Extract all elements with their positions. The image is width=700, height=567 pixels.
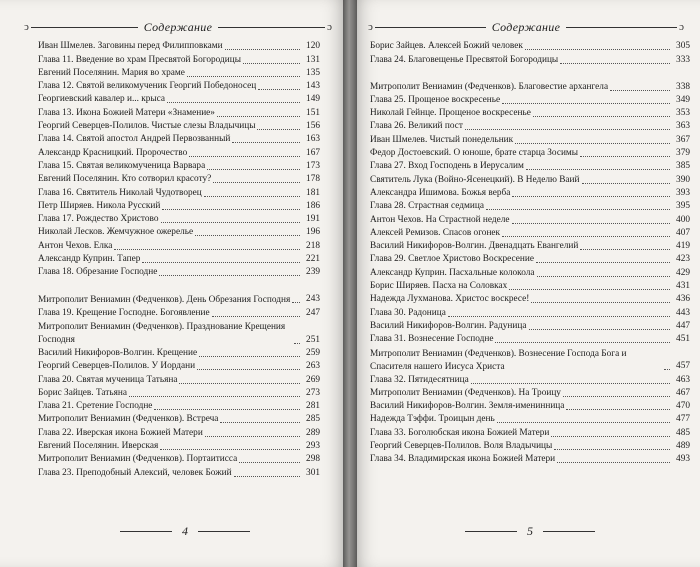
toc-entry [370, 320, 690, 333]
toc-entry-page: 120 [306, 41, 320, 52]
toc-entry-title: Антон Чехов. Елка [38, 240, 113, 251]
footer-rule [198, 531, 250, 532]
toc-entry [38, 40, 320, 53]
toc-entry-page: 243 [306, 294, 320, 305]
toc-entry-page: 367 [676, 134, 690, 145]
dot-leader [213, 181, 300, 183]
dot-leader [217, 115, 300, 117]
toc-entry [38, 213, 320, 226]
toc-entry-title: Глава 19. Крещение Господне. Богоявление [38, 307, 210, 318]
toc-entry [38, 347, 320, 360]
toc-entry-page: 447 [676, 320, 690, 331]
dot-leader [220, 421, 300, 423]
toc-entry [38, 306, 320, 319]
toc-entry-title: Глава 32. Пятидесятница [370, 374, 469, 385]
header-rule [375, 27, 486, 28]
dot-leader [207, 168, 300, 170]
toc-entry-page: 489 [676, 441, 690, 452]
toc-entry-page: 173 [306, 160, 320, 171]
toc-entry [370, 293, 690, 306]
toc-entry-page: 186 [306, 200, 320, 211]
toc-entry [370, 400, 690, 413]
toc-entry-title: Василий Никифоров-Волгин. Крещение [38, 347, 198, 358]
dot-leader [525, 48, 670, 50]
toc-entry [38, 466, 320, 479]
toc-entry-title: Николай Лесков. Жемчужное ожерелье [38, 227, 194, 238]
toc-entry-page: 273 [306, 387, 320, 398]
toc-entry [370, 453, 690, 466]
footer-rule [543, 531, 595, 532]
toc-entry-page: 191 [306, 214, 320, 225]
dot-leader [142, 261, 300, 263]
toc-entry-page: 151 [306, 107, 320, 118]
toc-entry [38, 160, 320, 173]
table-of-contents [38, 40, 320, 480]
dot-leader [114, 248, 300, 250]
toc-entry [38, 440, 320, 453]
dot-leader [179, 382, 300, 384]
toc-entry-title: Петр Ширяев. Никола Русский [38, 200, 161, 211]
toc-entry [370, 240, 690, 253]
dot-leader [502, 235, 670, 237]
running-head: Содержание [143, 19, 213, 34]
toc-entry-page: 419 [676, 241, 690, 252]
toc-entry [38, 253, 320, 266]
toc-entry-title: Борис Зайцев. Татьяна [38, 387, 127, 398]
footer-rule [465, 531, 517, 532]
dot-leader [232, 141, 300, 143]
toc-entry-title: Глава 14. Святой апостол Андрей Первозванный [38, 134, 231, 145]
dot-leader [465, 128, 670, 130]
toc-entry-page: 385 [676, 161, 690, 172]
toc-entry-page: 431 [676, 281, 690, 292]
left-page-footer [120, 524, 250, 538]
dot-leader [557, 461, 670, 463]
toc-entry [38, 146, 320, 159]
toc-entry-title: Глава 16. Святитель Николай Чудотворец [38, 187, 202, 198]
toc-entry [38, 387, 320, 400]
toc-entry [38, 226, 320, 239]
toc-entry-title: Борис Зайцев. Алексей Божий человек [370, 41, 523, 52]
toc-entry [370, 40, 690, 53]
toc-entry [38, 426, 320, 439]
toc-entry [38, 279, 320, 306]
dot-leader [294, 342, 300, 344]
dot-leader [471, 382, 670, 384]
dot-leader [536, 261, 670, 263]
dot-leader [563, 395, 670, 397]
dot-leader [526, 168, 670, 170]
toc-entry [370, 387, 690, 400]
dot-leader [195, 234, 300, 236]
dot-leader [160, 448, 300, 450]
toc-entry-title: Федор Достоевский. О юноше, брате старца Зосимы [370, 148, 579, 159]
toc-entry [370, 53, 690, 66]
dot-leader [258, 88, 300, 90]
toc-entry [370, 227, 690, 240]
toc-entry-page: 221 [306, 254, 320, 265]
toc-entry-title: Глава 13. Икона Божией Матери «Знамение» [38, 107, 215, 118]
right-page-header [366, 18, 686, 36]
toc-entry-page: 178 [306, 174, 320, 185]
toc-entry-title: Глава 11. Введение во храм Пресвятой Богородицы [38, 54, 241, 65]
toc-entry [38, 106, 320, 119]
toc-entry-title: Глава 28. Страстная седмица [370, 201, 484, 212]
toc-entry-page: 457 [676, 361, 690, 372]
dot-leader [239, 461, 300, 463]
toc-entry-page: 167 [306, 147, 320, 158]
toc-entry [38, 173, 320, 186]
toc-entry-page: 293 [306, 441, 320, 452]
toc-entry-title: Иван Шмелев. Заговины перед Филипповками [38, 41, 223, 52]
toc-entry [38, 93, 320, 106]
toc-entry-page: 493 [676, 454, 690, 465]
toc-entry [38, 266, 320, 279]
toc-entry-title: Глава 23. Преподобный Алексий, человек Божий [38, 467, 232, 478]
dot-leader [486, 208, 670, 210]
toc-entry-title: Глава 17. Рождество Христово [38, 214, 159, 225]
toc-entry [370, 67, 690, 94]
toc-entry [370, 306, 690, 319]
toc-entry-page: 285 [306, 414, 320, 425]
toc-entry-title: Митрополит Вениамин (Федченков). Празднование Крещения Господня [38, 322, 286, 346]
toc-entry-title: Митрополит Вениамин (Федченков). Встреча [38, 414, 219, 425]
ornament-curl-icon: ɔ [679, 20, 684, 33]
toc-entry [38, 120, 320, 133]
toc-entry [38, 320, 320, 347]
toc-entry-title: Евгений Поселянин. Кто сотворил красоту? [38, 174, 212, 185]
dot-leader [664, 368, 670, 370]
toc-entry-page: 305 [676, 41, 690, 52]
toc-entry [370, 346, 690, 373]
header-rule [566, 27, 677, 28]
dot-leader [161, 221, 301, 223]
toc-entry [370, 187, 690, 200]
toc-entry-page: 333 [676, 54, 690, 65]
toc-entry [38, 186, 320, 199]
dot-leader [502, 102, 670, 104]
toc-entry [38, 400, 320, 413]
toc-entry [370, 107, 690, 120]
toc-entry-title: Евгений Поселянин. Иверская [38, 441, 159, 452]
dot-leader [537, 275, 670, 277]
toc-entry-page: 263 [306, 361, 320, 372]
left-page-header [22, 18, 334, 36]
toc-entry-page: 163 [306, 134, 320, 145]
toc-entry [370, 200, 690, 213]
toc-entry-page: 485 [676, 427, 690, 438]
dot-leader [205, 435, 300, 437]
toc-entry-page: 349 [676, 94, 690, 105]
toc-entry-title: Василий Никифоров-Волгин. Радуница [370, 320, 527, 331]
toc-entry-title: Георгий Северцев-Полилов. Чистые слезы Владычицы [38, 121, 256, 132]
dot-leader [257, 128, 300, 130]
toc-entry-page: 259 [306, 347, 320, 358]
dot-leader [554, 448, 670, 450]
toc-entry [370, 213, 690, 226]
toc-entry-page: 423 [676, 254, 690, 265]
toc-entry-title: Святитель Лука (Войно-Ясенецкий). В Неделю Ваий [370, 174, 580, 185]
toc-entry-page: 181 [306, 187, 320, 198]
running-head: Содержание [491, 19, 561, 34]
toc-entry-title: Борис Ширяев. Пасха на Соловках [370, 281, 508, 292]
page-number: 5 [527, 523, 533, 538]
dot-leader [533, 115, 670, 117]
toc-entry [370, 133, 690, 146]
toc-entry-title: Евгений Поселянин. Мария во храме [38, 67, 185, 78]
toc-entry-title: Глава 22. Иверская икона Божией Матери [38, 427, 203, 438]
header-rule [218, 27, 325, 28]
dot-leader [580, 248, 670, 250]
toc-entry-page: 301 [306, 467, 320, 478]
dot-leader [243, 62, 300, 64]
toc-entry-page: 451 [676, 334, 690, 345]
dot-leader [167, 101, 300, 103]
toc-entry-title: Митрополит Вениамин (Федченков). Портаитисса [38, 454, 238, 465]
toc-entry [38, 373, 320, 386]
toc-entry [370, 160, 690, 173]
toc-entry-page: 470 [676, 401, 690, 412]
dot-leader [515, 142, 670, 144]
toc-entry-title: Надежда Тэффи. Троицын день [370, 414, 495, 425]
toc-entry-page: 289 [306, 427, 320, 438]
toc-entry-title: Алексей Ремизов. Спасов огонек [370, 227, 501, 238]
toc-entry-title: Глава 34. Владимирская икона Божией Матери [370, 454, 556, 465]
toc-entry [38, 239, 320, 252]
footer-rule [120, 531, 172, 532]
dot-leader [204, 195, 300, 197]
toc-entry-page: 477 [676, 414, 690, 425]
toc-entry [370, 426, 690, 439]
toc-entry-title: Митрополит Вениамин (Федченков). Благовестие архангела [370, 82, 609, 92]
dot-leader [189, 155, 300, 157]
toc-entry-title: Глава 18. Обрезание Господне [38, 267, 158, 278]
toc-entry-page: 131 [306, 54, 320, 65]
toc-entry [370, 120, 690, 133]
toc-entry-title: Василий Никифоров-Волгин. Двенадцать Евангелий [370, 241, 579, 252]
dot-leader [187, 75, 300, 77]
toc-entry-page: 135 [306, 67, 320, 78]
toc-entry-page: 436 [676, 294, 690, 305]
dot-leader [199, 355, 300, 357]
dot-leader [154, 408, 300, 410]
page-number: 4 [182, 523, 188, 538]
toc-entry-page: 353 [676, 108, 690, 119]
toc-entry-title: Глава 25. Прощеное воскресенье [370, 94, 501, 105]
toc-entry-title: Василий Никифоров-Волгин. Земля-именинница [370, 401, 565, 412]
toc-entry [370, 147, 690, 160]
toc-entry-title: Глава 27. Вход Господень в Иерусалим [370, 161, 524, 172]
toc-entry-page: 156 [306, 121, 320, 132]
toc-entry-title: Глава 12. Святой великомученик Георгий Победоносец [38, 81, 257, 92]
toc-entry-title: Митрополит Вениамин (Федченков). Вознесение Господа Бога и Спасителя нашего Иисуса Христа [370, 349, 627, 372]
toc-entry [370, 94, 690, 107]
dot-leader [531, 301, 670, 303]
dot-leader [580, 155, 670, 157]
dot-leader [225, 48, 300, 50]
toc-entry-title: Глава 20. Святая мученица Татьяна [38, 374, 178, 385]
dot-leader [582, 182, 670, 184]
ornament-curl-icon: ↄ [24, 20, 29, 33]
toc-entry-title: Глава 30. Радоница [370, 307, 446, 318]
toc-entry-page: 429 [676, 267, 690, 278]
dot-leader [512, 195, 670, 197]
toc-entry [38, 67, 320, 80]
toc-entry-title: Глава 31. Вознесение Господне [370, 334, 494, 345]
dot-leader [566, 408, 670, 410]
toc-entry-title: Глава 26. Великий пост [370, 121, 463, 132]
toc-entry [38, 80, 320, 93]
toc-entry-title: Глава 24. Благовещенье Пресвятой Богородицы [370, 54, 559, 65]
toc-entry-title: Александр Куприн. Пасхальные колокола [370, 267, 535, 278]
toc-entry-page: 338 [676, 81, 690, 92]
dot-leader [529, 328, 671, 330]
toc-entry-page: 196 [306, 227, 320, 238]
toc-entry-title: Георгий Северцев-Полилов. Воля Владычицы [370, 441, 553, 452]
dot-leader [610, 89, 670, 91]
dot-leader [560, 62, 670, 64]
toc-entry [38, 360, 320, 373]
toc-entry-page: 393 [676, 187, 690, 198]
toc-entry-title: Митрополит Вениамин (Федченков). День Обрезания Господня [38, 294, 291, 305]
toc-entry-title: Георгий Северцев-Полилов. У Иордани [38, 361, 196, 372]
toc-entry-page: 247 [306, 307, 320, 318]
toc-entry-title: Надежда Лухманова. Христос воскресе! [370, 294, 530, 305]
toc-entry [38, 133, 320, 146]
toc-entry-page: 463 [676, 374, 690, 385]
toc-entry-page: 149 [306, 94, 320, 105]
toc-entry-title: Александр Куприн. Тапер [38, 254, 141, 265]
dot-leader [234, 475, 300, 477]
toc-entry [370, 373, 690, 386]
toc-entry-page: 400 [676, 214, 690, 225]
toc-entry-title: Глава 33. Боголюбская икона Божией Матери [370, 427, 550, 438]
toc-entry [38, 53, 320, 66]
toc-entry-page: 239 [306, 267, 320, 278]
toc-entry-page: 379 [676, 148, 690, 159]
ornament-curl-icon: ɔ [327, 20, 332, 33]
toc-entry-page: 281 [306, 401, 320, 412]
toc-entry-title: Глава 29. Светлое Христово Воскресение [370, 254, 534, 265]
dot-leader [512, 222, 670, 224]
dot-leader [509, 288, 670, 290]
toc-entry-page: 443 [676, 307, 690, 318]
toc-entry-title: Антон Чехов. На Страстной неделе [370, 214, 510, 225]
dot-leader [159, 274, 300, 276]
dot-leader [197, 368, 300, 370]
dot-leader [129, 395, 300, 397]
toc-entry-page: 363 [676, 121, 690, 132]
toc-entry-title: Глава 15. Святая великомученица Варвара [38, 160, 206, 171]
toc-entry-title: Александра Ишимова. Божья верба [370, 187, 511, 198]
dot-leader [497, 421, 670, 423]
toc-entry [370, 266, 690, 279]
toc-entry-page: 390 [676, 174, 690, 185]
toc-entry [370, 333, 690, 346]
dot-leader [292, 301, 300, 303]
toc-entry [370, 253, 690, 266]
ornament-curl-icon: ↄ [368, 20, 373, 33]
toc-entry-page: 407 [676, 227, 690, 238]
right-page-footer [465, 524, 595, 538]
header-rule [31, 27, 138, 28]
toc-entry [370, 440, 690, 453]
dot-leader [162, 208, 300, 210]
toc-entry-page: 251 [306, 334, 320, 345]
toc-entry [38, 200, 320, 213]
toc-entry [370, 413, 690, 426]
dot-leader [212, 315, 300, 317]
dot-leader [448, 315, 670, 317]
toc-entry-title: Николай Гейнце. Прощеное воскресенье [370, 108, 531, 119]
toc-entry-page: 218 [306, 240, 320, 251]
toc-entry-title: Георгиевский кавалер и... крыса [38, 94, 166, 105]
toc-entry-page: 298 [306, 454, 320, 465]
toc-entry-title: Иван Шмелев. Чистый понедельник [370, 134, 514, 145]
toc-entry-title: Глава 21. Сретение Господне [38, 401, 153, 412]
toc-entry-page: 143 [306, 81, 320, 92]
toc-entry [38, 413, 320, 426]
toc-entry [38, 453, 320, 466]
toc-entry-page: 269 [306, 374, 320, 385]
toc-entry-title: Александр Красницкий. Пророчество [38, 147, 188, 158]
toc-entry-title: Митрополит Вениамин (Федченков). На Троицу [370, 387, 561, 398]
toc-entry-page: 395 [676, 201, 690, 212]
dot-leader [495, 341, 670, 343]
dot-leader [551, 435, 670, 437]
toc-entry [370, 173, 690, 186]
toc-entry-page: 467 [676, 387, 690, 398]
toc-entry [370, 280, 690, 293]
book-gutter [343, 0, 357, 567]
right-page [350, 0, 700, 567]
table-of-contents [370, 40, 690, 466]
